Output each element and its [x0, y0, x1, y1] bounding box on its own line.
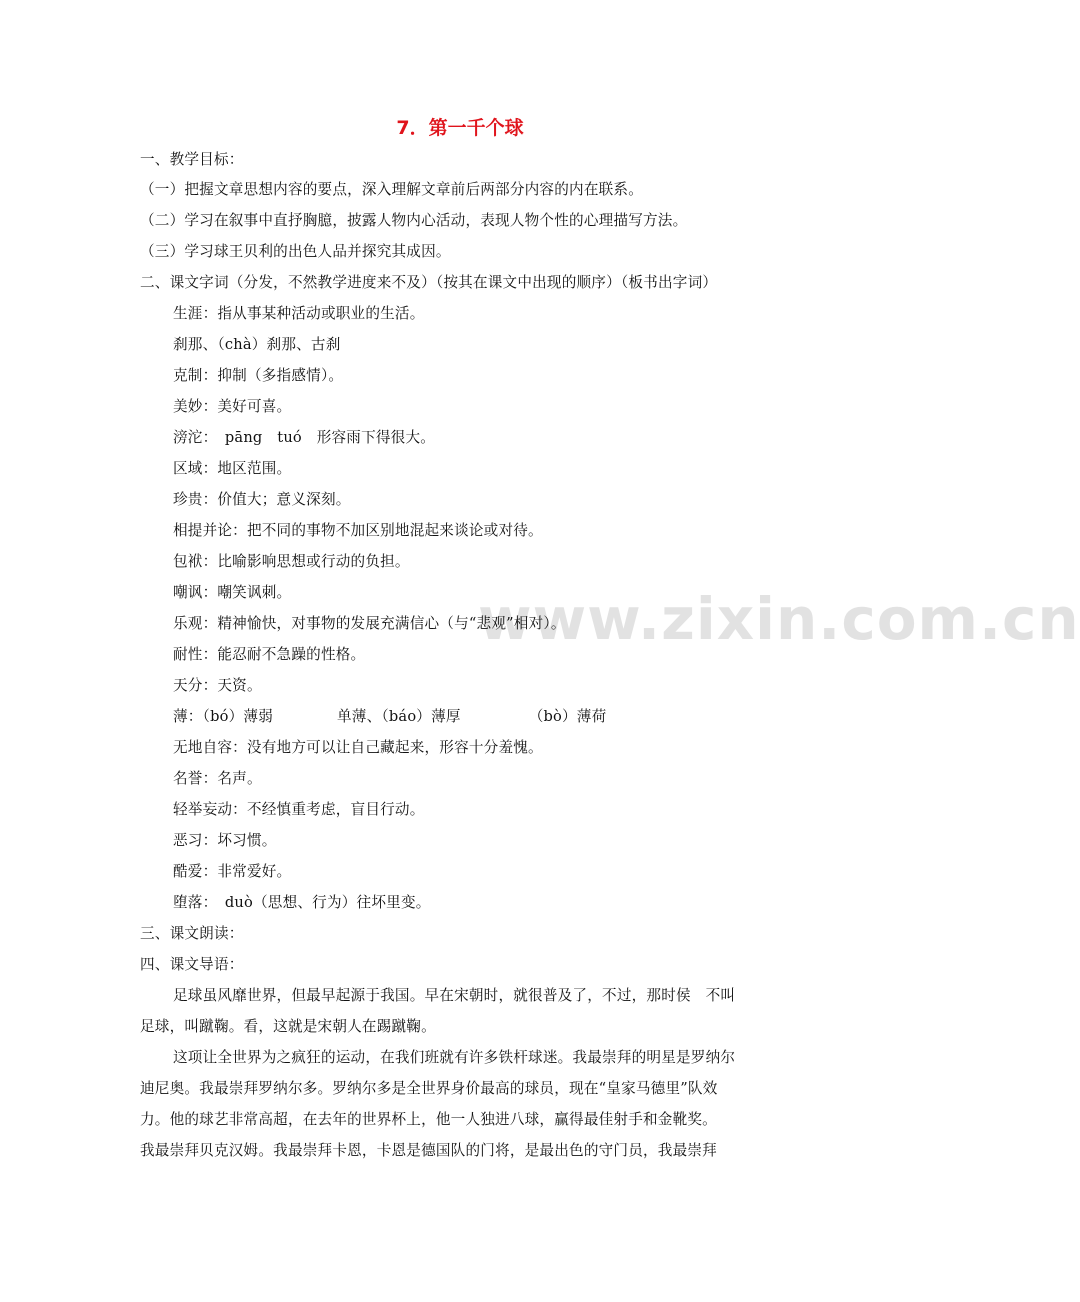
vocab-item: 名誉：名声。	[173, 770, 262, 787]
vocab-item: 滂沱： pāng tuó 形容雨下得很大。	[173, 429, 436, 446]
paragraph-line: 足球，叫蹴鞠。看，这就是宋朝人在踢蹴鞠。	[140, 1018, 436, 1035]
section-heading-objectives: 一、教学目标：	[140, 151, 244, 168]
vocab-item: 乐观：精神愉快，对事物的发展充满信心（与“悲观”相对）。	[173, 615, 566, 632]
vocab-item: 嘲讽：嘲笑讽刺。	[173, 584, 292, 601]
objective-item: （三）学习球王贝利的出色人品并探究其成因。	[140, 243, 451, 260]
objective-item: （一）把握文章思想内容的要点，深入理解文章前后两部分内容的内在联系。	[140, 181, 643, 198]
vocab-item: 区域：地区范围。	[173, 460, 292, 477]
vocab-item: 无地自容：没有地方可以让自己藏起来，形容十分羞愧。	[173, 739, 543, 756]
paragraph-line: 我最崇拜贝克汉姆。我最崇拜卡恩，卡恩是德国队的门将，是最出色的守门员，我最崇拜	[140, 1142, 717, 1159]
paragraph-line: 迪尼奥。我最崇拜罗纳尔多。罗纳尔多是全世界身价最高的球员，现在“皇家马德里”队效	[140, 1080, 718, 1097]
vocab-item: 克制：抑制（多指感情）。	[173, 367, 344, 384]
vocab-item: 生涯：指从事某种活动或职业的生活。	[173, 305, 425, 322]
section-heading-reading: 三、课文朗读：	[140, 925, 244, 942]
vocab-item: 耐性：能忍耐不急躁的性格。	[173, 646, 366, 663]
vocab-item: 天分：天资。	[173, 677, 262, 694]
vocab-item: 轻举妄动：不经慎重考虑，盲目行动。	[173, 801, 425, 818]
watermark: www.zixin.com.cn	[478, 585, 1080, 653]
section-heading-vocab: 二、课文字词（分发，不然教学进度来不及）（按其在课文中出现的顺序）（板书出字词）	[140, 274, 718, 291]
objective-item: （二）学习在叙事中直抒胸臆，披露人物内心活动，表现人物个性的心理描写方法。	[140, 212, 688, 229]
paragraph-line: 力。他的球艺非常高超，在去年的世界杯上，他一人独进八球，赢得最佳射手和金靴奖。	[140, 1111, 717, 1128]
vocab-item: 刹那、（chà）刹那、古刹	[173, 336, 341, 353]
vocab-item: 酷爱：非常爱好。	[173, 863, 292, 880]
vocab-item: 堕落： duò（思想、行为）往坏里变。	[173, 894, 431, 911]
bao-reading-bo4: （bò）薄荷	[528, 708, 607, 725]
vocab-item-bao	[173, 707, 606, 727]
vocab-item: 恶习：坏习惯。	[173, 832, 277, 849]
vocab-item: 包袱：比喻影响思想或行动的负担。	[173, 553, 410, 570]
section-heading-intro: 四、课文导语：	[140, 956, 244, 973]
vocab-item: 珍贵：价值大；意义深刻。	[173, 491, 351, 508]
paragraph-line: 这项让全世界为之疯狂的运动，在我们班就有许多铁杆球迷。我最崇拜的明星是罗纳尔	[173, 1049, 736, 1066]
vocab-item: 相提并论：把不同的事物不加区别地混起来谈论或对待。	[173, 522, 543, 539]
page-title: 7．第一千个球	[396, 117, 524, 139]
paragraph-line: 足球虽风靡世界，但最早起源于我国。早在宋朝时，就很普及了，不过，那时侯 不叫	[173, 987, 736, 1004]
vocab-item: 美妙：美好可喜。	[173, 398, 292, 415]
bao-reading-bao: 单薄、（báo）薄厚	[337, 708, 461, 725]
bao-reading-bo: 薄：（bó）薄弱	[173, 708, 273, 725]
